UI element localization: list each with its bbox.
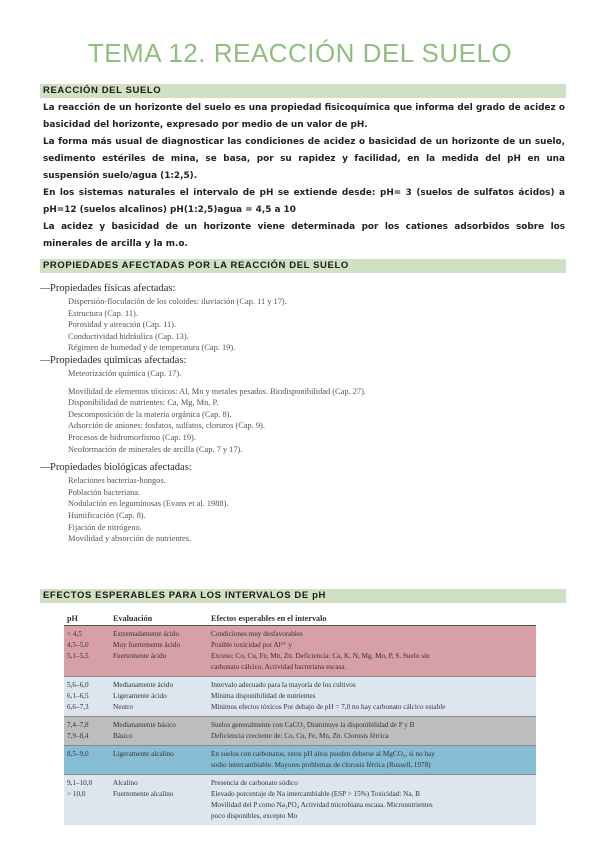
list-item: Relaciones bacterias-hongos.	[68, 476, 166, 486]
list-item: Nodulación en leguminosas (Evans et al. 1988).	[68, 499, 229, 509]
paragraph: La reacción de un horizonte del suelo es una propiedad fisicoquímica que informa del grado de acidez o basicidad del horizonte, expresado por medio de un valor de pH.	[43, 103, 565, 130]
list-item: Disponibilidad de nutrientes: Ca, Mg, Mn, P.	[68, 398, 219, 408]
column-header: Evaluación	[110, 612, 208, 626]
list-item: Neoformación de minerales de arcilla (Cap. 7 y 17).	[68, 444, 243, 454]
paragraph: En los sistemas naturales el intervalo de pH se extiende desde: pH= 3 (suelos de sulfatos ácidos) a pH=12 (suelos alcalinos) pH(1:2,5)agua = 4,5 a 10	[43, 188, 565, 215]
list-item: Procesos de hidromorfismo (Cap. 19).	[68, 432, 196, 442]
page-title: TEMA 12. REACCIÓN DEL SUELO	[87, 38, 513, 68]
ph-cell: < 4,5 4,5–5,0 5,1–5,5	[64, 626, 110, 677]
list-item: Población bacteriana.	[68, 487, 141, 497]
table-row	[64, 677, 536, 717]
list-item: Movilidad y absorción de nutrientes.	[68, 534, 192, 544]
ph-cell: 9,1–10,0 > 10,0	[64, 775, 110, 826]
table-row	[64, 626, 536, 677]
table-row	[64, 717, 536, 746]
table-row	[64, 775, 536, 826]
list-item: Régimen de humedad y de temperatura (Cap. 19).	[68, 343, 236, 353]
ph-cell: 8,5–9,0	[64, 746, 110, 775]
effects-cell: Presencia de carbonato sódico Elevado porcentaje de Na intercambiable (ESP > 15%) Toxicidad: Na, B Movilidad del P como Na₃PO₄ Actividad microbiana escasa. Micronutrientes poco disponibles, excepto Mo	[208, 775, 536, 826]
effects-cell: Condiciones muy desfavorables Posible toxicidad por Al³⁺ y Exceso: Co, Cu, Fe, Mn, Zn. Deficiencia: Ca, K, N, Mg, Mo, P, S. Suelo sin carbonato cálcico. Actividad bacteriana escasa.	[208, 626, 536, 677]
list-item: Movilidad de elementos tóxicos: Al, Mn y metales pesados. Biodisponibilidad (Cap. 27).	[68, 386, 366, 396]
ph-cell: 5,6–6,0 6,1–6,5 6,6–7,3	[64, 677, 110, 717]
eval-cell: Extremadamente ácido Muy fuertemente ácido Fuertemente ácido	[110, 626, 208, 677]
paragraph: La forma más usual de diagnosticar las condiciones de acidez o basicidad de un horizonte de un suelo, sedimento estériles de mina, se basa, por su rapidez y facilidad, en la medida del pH en una suspensión suelo/agua (1:2,5).	[43, 137, 565, 181]
ph-cell: 7,4–7,8 7,9–8,4	[64, 717, 110, 746]
list-item: Conductividad hidráulica (Cap. 13).	[68, 331, 189, 341]
list-item: Descomposición de la materia orgánica (Cap. 8).	[68, 409, 232, 419]
intro-text	[43, 100, 565, 253]
effects-cell: Intervalo adecuado para la mayoría de los cultivos Mínima disponibilidad de nutrientes Mínimos efectos tóxicos Por debajo de pH = 7,0 no hay carbonato cálcico estable	[208, 677, 536, 717]
properties-list	[40, 282, 560, 582]
effects-cell: Suelos generalmente con CaCO₃ Disminuye la disponibilidad de P y B Deficiencia creciente de: Co, Cu, Fe, Mn, Zn. Clorosis férrica	[208, 717, 536, 746]
section-heading-reaccion: REACCIÓN DEL SUELO	[40, 84, 566, 98]
list-item: Meteorización química (Cap. 17).	[68, 368, 182, 378]
eval-cell: Medianamente ácido Ligeramente ácido Neutro	[110, 677, 208, 717]
column-header: pH	[64, 612, 110, 626]
eval-cell: Alcalino Fuertemente alcalino	[110, 775, 208, 826]
list-item: Fijación de nitrógeno.	[68, 522, 142, 532]
list-item: Humificación (Cap. 8).	[68, 510, 146, 520]
list-item: Dispersión-floculación de los coloides: iluviación (Cap. 11 y 17).	[68, 297, 287, 306]
effects-table	[64, 612, 536, 825]
effects-cell: En suelos con carbonatos, estos pH altos pueden deberse al MgCO₃, si no hay sodio intercambiable. Mayores problemas de clorosis férrica (Russell, 1978)	[208, 746, 536, 775]
table-row	[64, 746, 536, 775]
paragraph: La acidez y basicidad de un horizonte viene determinada por los cationes adsorbidos sobre los minerales de arcilla y la m.o.	[43, 222, 565, 249]
group-title-quimicas: —Propiedades químicas afectadas:	[40, 354, 187, 366]
group-title-fisicas: —Propiedades físicas afectadas:	[40, 283, 176, 294]
section-heading-efectos: EFECTOS ESPERABLES PARA LOS INTERVALOS DE pH	[40, 589, 566, 603]
eval-cell: Ligeramente alcalino	[110, 746, 208, 775]
eval-cell: Medianamente básico Básico	[110, 717, 208, 746]
group-title-biologicas: —Propiedades biológicas afectadas:	[40, 462, 192, 474]
list-item: Adsorción de aniones: fosfatos, sulfatos, cloruros (Cap. 9).	[68, 421, 266, 431]
list-item: Estructura (Cap. 11).	[68, 308, 138, 318]
section-heading-propiedades: PROPIEDADES AFECTADAS POR LA REACCIÓN DEL SUELO	[40, 259, 566, 273]
table-header-row	[64, 612, 536, 626]
column-header: Efectos esperables en el intervalo	[208, 612, 536, 626]
list-item: Porosidad y aireación (Cap. 11).	[68, 320, 177, 330]
